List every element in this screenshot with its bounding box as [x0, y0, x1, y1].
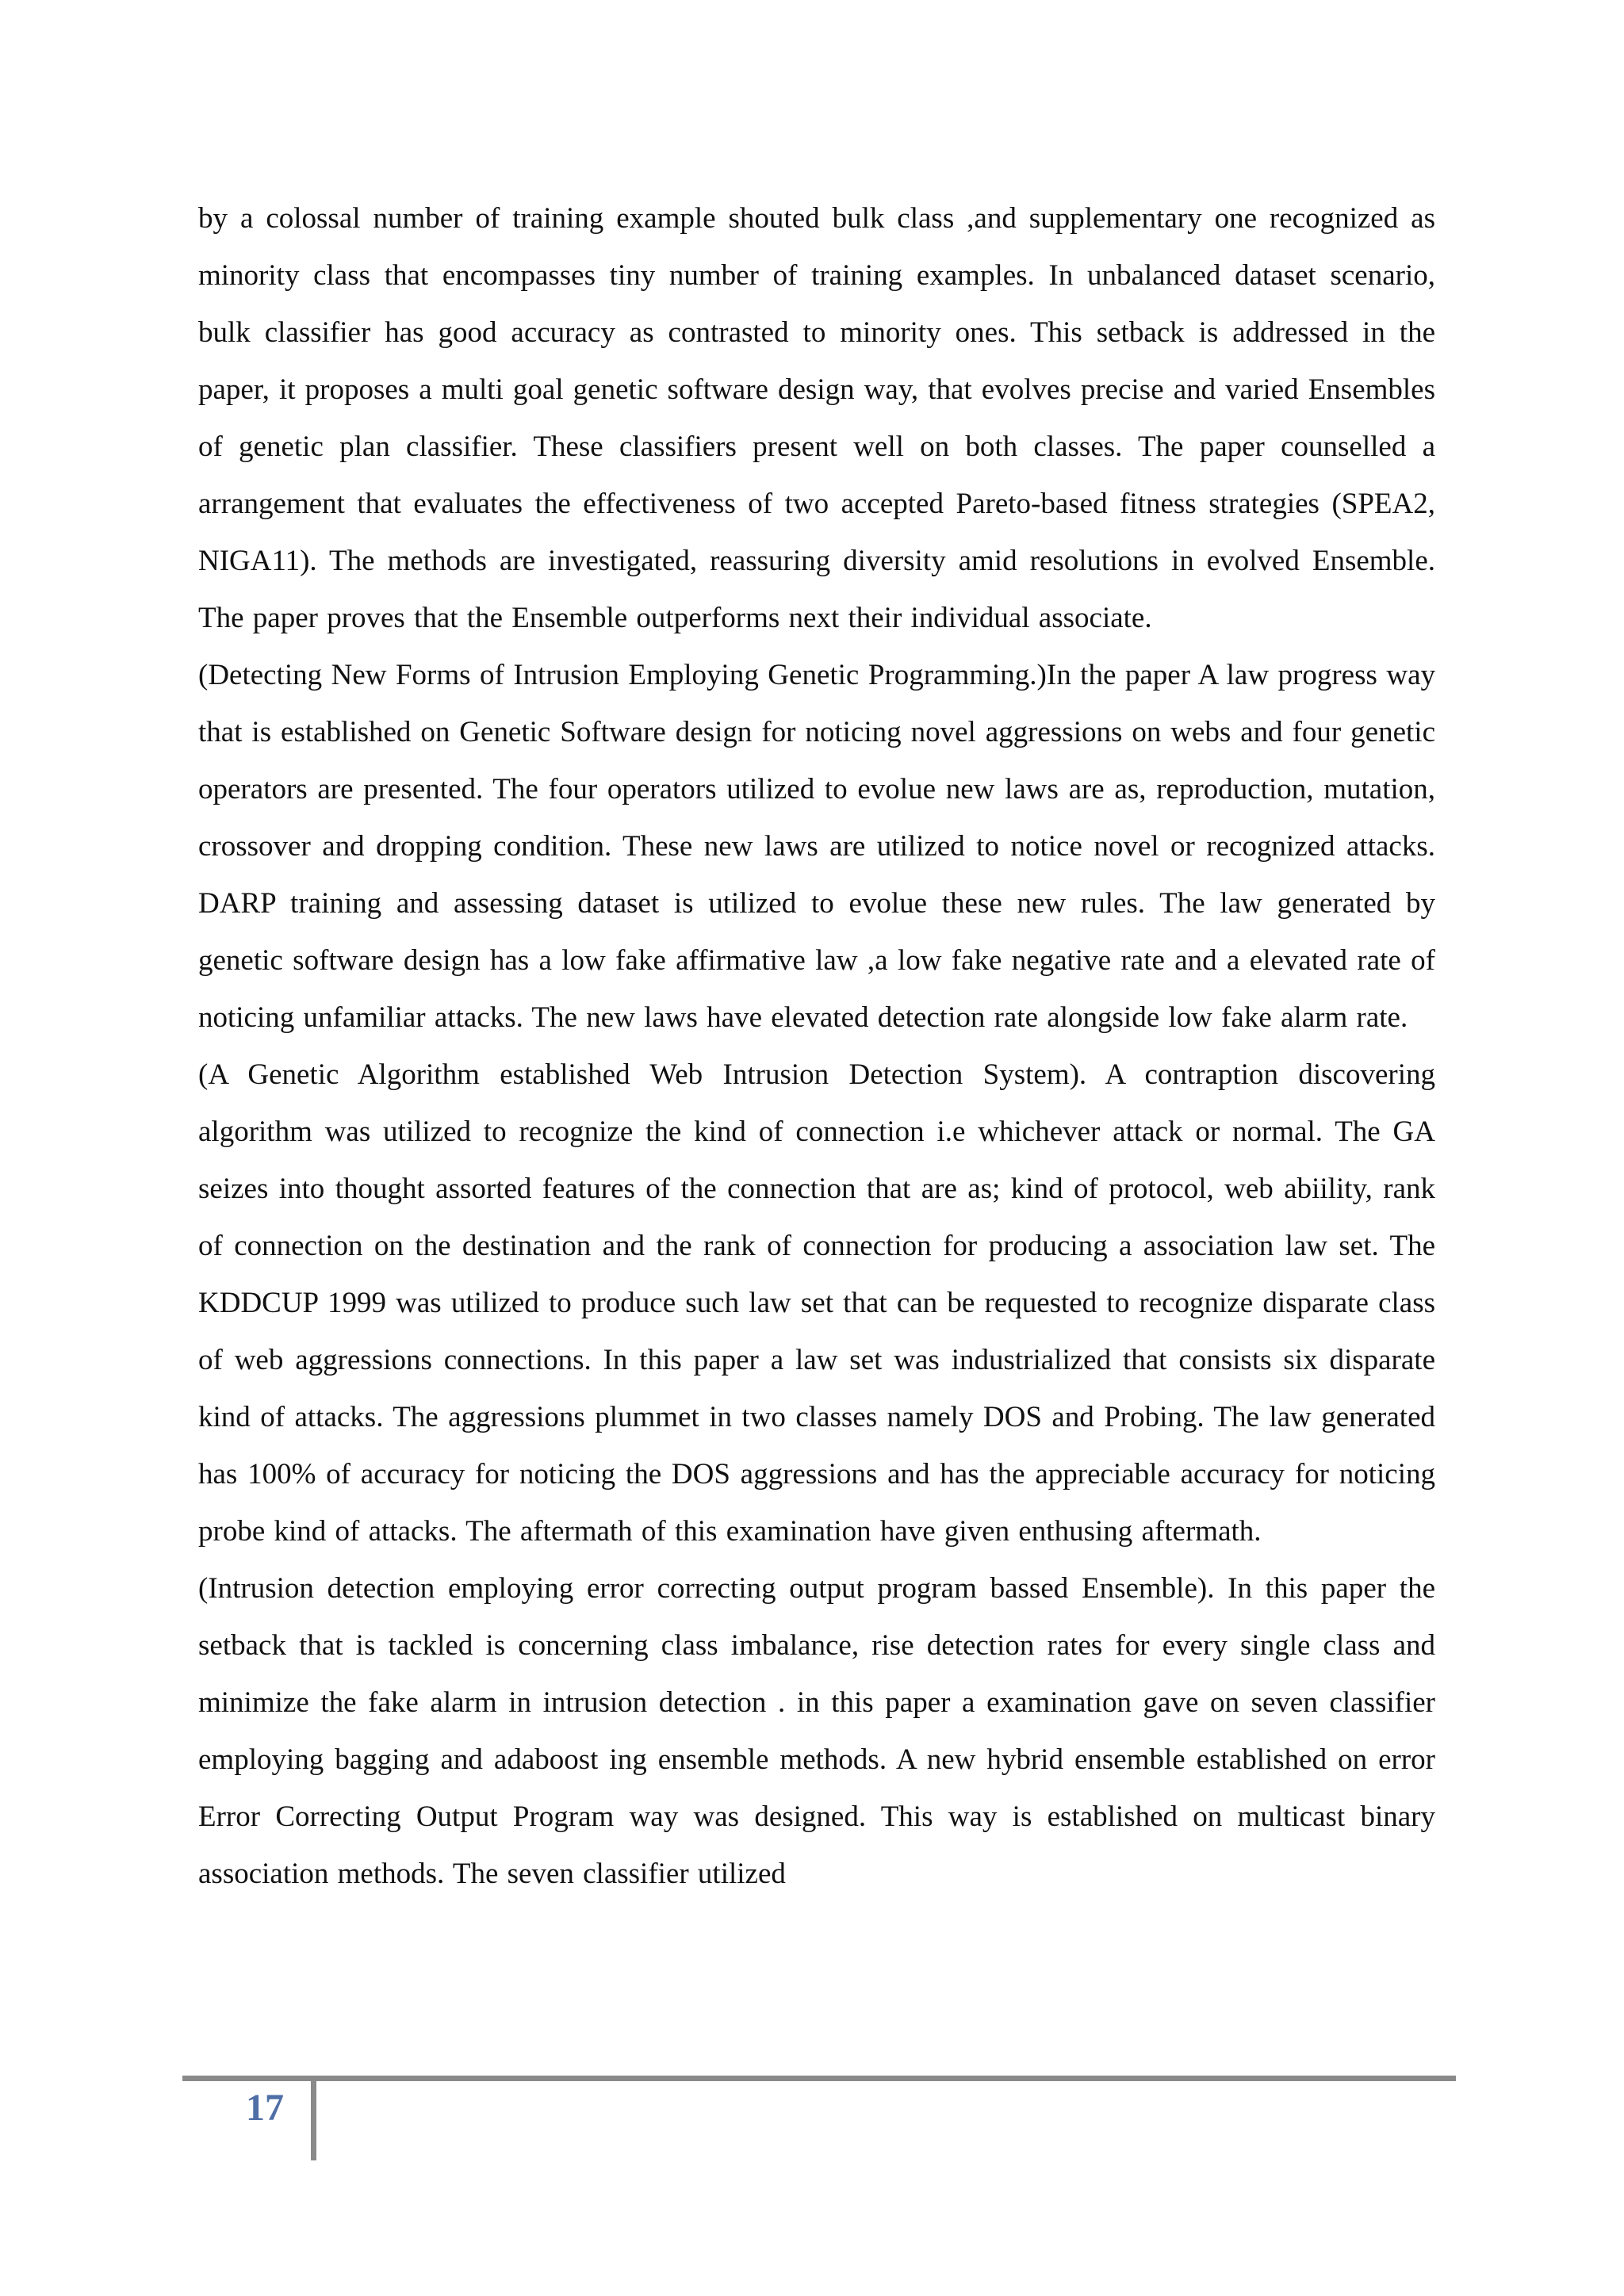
- footer-divider: [311, 2081, 316, 2160]
- page-number: 17: [246, 2087, 284, 2129]
- footer-rule: [182, 2076, 1456, 2081]
- paragraph-ensemble-classifiers: by a colossal number of training example shouted bulk class ,and supplementary one recognized as minority class that encompasses tiny number of training examples. In unbalanced dataset scenario, bulk classifier has good accuracy as contrasted to minority ones. This setback is addressed in the paper, it proposes a multi goal genetic software design way, that evolves precise and varied Ensembles of genetic plan classifier. These classifiers present well on both classes. The paper counselled a arrangement that evaluates the effectiveness of two accepted Pareto-based fitness strategies (SPEA2, NIGA11). The methods are investigated, reassuring diversity amid resolutions in evolved Ensemble. The paper proves that the Ensemble outperforms next their individual associate.: [198, 202, 1435, 634]
- paragraph-genetic-programming-intrusion: (Detecting New Forms of Intrusion Employing Genetic Programming.)In the paper A law progress way that is established on Genetic Software design for noticing novel aggressions on webs and four genetic operators are presented. The four operators utilized to evolue new laws are as, reproduction, mutation, crossover and dropping condition. These new laws are utilized to notice novel or recognized attacks. DARP training and assessing dataset is utilized to evolue these new rules. The law generated by genetic software design has a low fake affirmative law ,a low fake negative rate and a elevated rate of noticing unfamiliar attacks. The new laws have elevated detection rate alongside low fake alarm rate.: [198, 659, 1435, 1034]
- body-text: [198, 190, 1435, 1903]
- paragraph-genetic-algorithm-ids: (A Genetic Algorithm established Web Intrusion Detection System). A contraption discovering algorithm was utilized to recognize the kind of connection i.e whichever attack or normal. The GA seizes into thought assorted features of the connection that are as; kind of protocol, web abiility, rank of connection on the destination and the rank of connection for producing a association law set. The KDDCUP 1999 was utilized to produce such law set that can be requested to recognize disparate class of web aggressions connections. In this paper a law set was industrialized that consists six disparate kind of attacks. The aggressions plummet in two classes namely DOS and Probing. The law generated has 100% of accuracy for noticing the DOS aggressions and has the appreciable accuracy for noticing probe kind of attacks. The aftermath of this examination have given enthusing aftermath.: [198, 1058, 1435, 1548]
- paragraph-ecoc-ensemble: (Intrusion detection employing error correcting output program bassed Ensemble). In this paper the setback that is tackled is concerning class imbalance, rise detection rates for every single class and minimize the fake alarm in intrusion detection . in this paper a examination gave on seven classifier employing bagging and adaboost ing ensemble methods. A new hybrid ensemble established on error Error Correcting Output Program way was designed. This way is established on multicast binary association methods. The seven classifier utilized: [198, 1572, 1435, 1890]
